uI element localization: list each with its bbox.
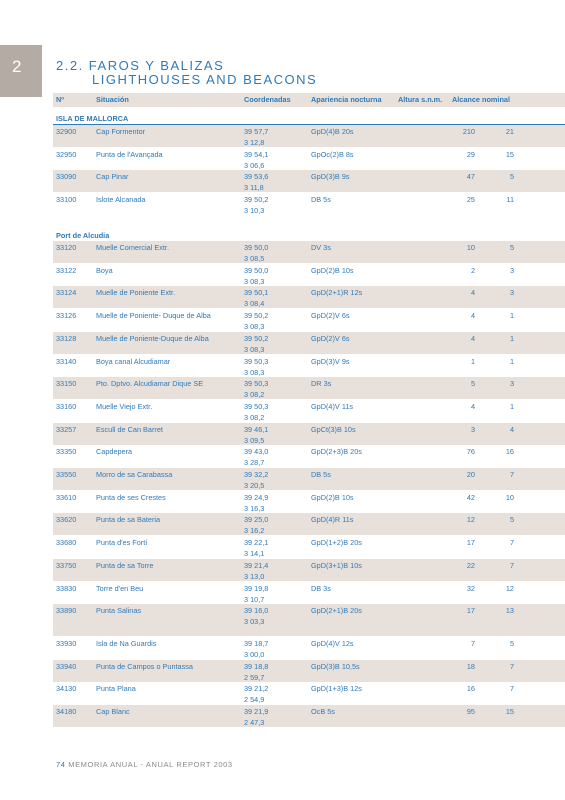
cell-no: 33122 (56, 265, 77, 275)
cell-apariencia: GpD(2)B 10s (311, 265, 354, 275)
header-coordenadas: Coordenadas (244, 95, 291, 104)
cell-lat: 39 46,1 (244, 424, 269, 434)
cell-lon: 3 08,3 (244, 344, 265, 354)
cell-lon: 3 10,7 (244, 594, 265, 604)
cell-no: 34180 (56, 707, 77, 716)
table-row (53, 582, 565, 604)
cell-altura: 29 (466, 149, 475, 159)
table-row (53, 170, 565, 192)
header-altura: Altura s.n.m. (398, 95, 443, 104)
cell-altura: 16 (466, 684, 475, 694)
cell-apariencia: GpD(2)V 6s (311, 311, 350, 321)
cell-altura: 1 (470, 356, 475, 366)
cell-situacion: Muelle de Poniente-Duque de Alba (96, 333, 209, 343)
cell-lat: 39 21,2 (244, 684, 269, 694)
table-row (53, 660, 565, 682)
cell-no: 33124 (56, 288, 77, 298)
cell-lon: 3 09,5 (244, 435, 265, 445)
cell-altura: 42 (466, 492, 475, 502)
cell-no: 33126 (56, 311, 77, 321)
cell-alcance: 1 (509, 333, 514, 343)
table-row (53, 193, 565, 215)
cell-situacion: Muelle de Poniente- Duque de Alba (96, 311, 211, 321)
cell-lat: 39 25,0 (244, 515, 269, 525)
cell-apariencia: GpD(3)B 9s (311, 172, 350, 182)
cell-lon: 3 20,5 (244, 481, 265, 490)
cell-lon: 3 08,2 (244, 390, 265, 400)
cell-altura: 4 (470, 333, 475, 343)
cell-apariencia: GpD(2)B 10s (311, 492, 354, 502)
cell-alcance: 15 (505, 149, 514, 159)
page-subtitle: LIGHTHOUSES AND BEACONS (92, 72, 318, 87)
cell-alcance: 3 (509, 379, 514, 389)
cell-lon: 3 11,8 (244, 183, 264, 193)
cell-apariencia: GpD(3)B 10,5s (311, 661, 360, 671)
header-alcance: Alcance nominal (452, 95, 510, 104)
cell-no: 33930 (56, 638, 77, 648)
cell-situacion: Cap Formentor (96, 127, 146, 136)
cell-lat: 39 50,2 (244, 311, 269, 321)
cell-altura: 10 (466, 243, 475, 252)
page-title: 2.2. FAROS Y BALIZAS (56, 58, 225, 73)
cell-altura: 76 (466, 447, 475, 457)
cell-altura: 20 (466, 470, 475, 479)
cell-altura: 4 (470, 401, 475, 411)
cell-apariencia: GpD(2+1)B 20s (311, 606, 362, 616)
cell-lat: 39 57,7 (244, 127, 269, 136)
cell-apariencia: GpD(1+3)B 12s (311, 684, 362, 694)
cell-situacion: Punta Salinas (96, 606, 142, 616)
section-title: ISLA DE MALLORCA (56, 114, 129, 123)
cell-alcance: 12 (505, 583, 514, 593)
cell-lat: 39 18,8 (244, 661, 269, 671)
cell-lon: 2 59,7 (244, 672, 265, 682)
cell-no: 33100 (56, 195, 77, 205)
cell-no: 33120 (56, 243, 77, 252)
cell-lon: 3 08,3 (244, 322, 265, 332)
cell-apariencia: GpD(2+3)B 20s (311, 447, 362, 457)
cell-apariencia: DB 5s (311, 470, 331, 479)
cell-lat: 39 18,7 (244, 638, 269, 648)
cell-alcance: 5 (509, 172, 514, 182)
cell-lat: 39 21,9 (244, 707, 269, 716)
header-situacion: Situación (96, 95, 129, 104)
cell-alcance: 7 (509, 661, 514, 671)
cell-lon: 3 08,3 (244, 276, 265, 286)
cell-no: 33610 (56, 492, 77, 502)
header-no: Nº (56, 95, 64, 104)
table-row (53, 513, 565, 535)
cell-apariencia: GpD(2+1)R 12s (311, 288, 363, 298)
cell-situacion: Punta de l'Avançada (96, 149, 163, 159)
cell-alcance: 21 (505, 127, 514, 136)
cell-apariencia: DV 3s (311, 243, 331, 252)
cell-apariencia: GpD(1+2)B 20s (311, 538, 362, 548)
cell-altura: 5 (470, 379, 475, 389)
cell-lon: 3 08,5 (244, 254, 265, 263)
table-row (53, 637, 565, 659)
table-row (53, 604, 565, 636)
cell-alcance: 7 (509, 684, 514, 694)
cell-lon: 3 10,3 (244, 206, 265, 216)
cell-altura: 12 (466, 515, 475, 525)
cell-no: 33350 (56, 447, 77, 457)
cell-lon: 3 06,6 (244, 160, 265, 170)
cell-apariencia: GpD(4)V 11s (311, 401, 354, 411)
cell-lon: 3 12,8 (244, 138, 265, 147)
page-footer (56, 760, 233, 769)
table-row (53, 491, 565, 513)
cell-situacion: Punta de sa Torre (96, 560, 154, 570)
cell-alcance: 16 (505, 447, 514, 457)
table-row (53, 536, 565, 558)
table-row (53, 148, 565, 170)
cell-apariencia: GpCt(3)B 10s (311, 424, 356, 434)
table-row (53, 332, 565, 354)
cell-alcance: 7 (509, 538, 514, 548)
cell-altura: 95 (466, 707, 475, 716)
cell-no: 33150 (56, 379, 77, 389)
cell-situacion: Punta de Campos o Puntassa (96, 661, 193, 671)
cell-no: 33940 (56, 661, 77, 671)
table-row (53, 559, 565, 581)
cell-lat: 39 16,0 (244, 606, 269, 616)
table-row (53, 125, 565, 147)
table-row (53, 286, 565, 308)
report-label: MEMORIA ANUAL - ANUAL REPORT 2003 (68, 760, 233, 769)
cell-altura: 210 (462, 127, 475, 136)
table-row (53, 355, 565, 377)
table-row (53, 705, 565, 727)
cell-apariencia: GpOc(2)B 8s (311, 149, 354, 159)
cell-situacion: Cap Blanc (96, 707, 130, 716)
cell-no: 33257 (56, 424, 77, 434)
cell-altura: 17 (466, 538, 475, 548)
cell-altura: 4 (470, 311, 475, 321)
cell-apariencia: DB 3s (311, 583, 331, 593)
cell-alcance: 13 (505, 606, 514, 616)
cell-lon: 3 00,0 (244, 649, 265, 659)
cell-alcance: 1 (509, 401, 514, 411)
table-row (53, 377, 565, 399)
table-row (53, 309, 565, 331)
cell-alcance: 11 (506, 195, 514, 205)
cell-alcance: 7 (509, 560, 514, 570)
cell-no: 33750 (56, 560, 77, 570)
page-number: 74 (56, 760, 66, 769)
cell-alcance: 5 (509, 638, 514, 648)
cell-altura: 32 (466, 583, 475, 593)
cell-situacion: Muelle de Poniente Extr. (96, 288, 176, 298)
cell-no: 33620 (56, 515, 77, 525)
table-header (53, 93, 565, 107)
cell-no: 33680 (56, 538, 77, 548)
cell-no: 32900 (56, 127, 77, 136)
cell-situacion: Boya canal Alcudiamar (96, 356, 171, 366)
cell-alcance: 5 (509, 515, 514, 525)
cell-alcance: 3 (509, 288, 514, 298)
cell-lat: 39 24,9 (244, 492, 269, 502)
table-row (53, 423, 565, 445)
cell-apariencia: DB 5s (311, 195, 331, 205)
cell-alcance: 15 (505, 707, 514, 716)
cell-alcance: 3 (509, 265, 514, 275)
table-row (53, 445, 565, 467)
cell-lon: 3 16,3 (244, 503, 265, 513)
cell-alcance: 1 (509, 311, 514, 321)
cell-situacion: Capdepera (96, 447, 133, 457)
cell-altura: 47 (466, 172, 475, 182)
cell-situacion: Punta de sa Bateria (96, 515, 161, 525)
cell-lat: 39 50,3 (244, 379, 269, 389)
cell-lat: 39 43,0 (244, 447, 269, 457)
cell-no: 33160 (56, 401, 77, 411)
cell-lon: 3 13,0 (244, 571, 265, 581)
cell-lon: 3 03,3 (244, 617, 265, 627)
cell-altura: 18 (466, 661, 475, 671)
cell-no: 32950 (56, 149, 77, 159)
cell-situacion: Punta de ses Crestes (96, 492, 166, 502)
cell-situacion: Escull de Can Barret (96, 424, 163, 434)
cell-altura: 3 (470, 424, 475, 434)
cell-lat: 39 19,8 (244, 583, 269, 593)
cell-lon: 3 28,7 (244, 458, 265, 468)
cell-altura: 17 (466, 606, 475, 616)
cell-lat: 39 54,1 (244, 149, 269, 159)
cell-apariencia: GpD(4)V 12s (311, 638, 354, 648)
cell-apariencia: GpD(4)B 20s (311, 127, 354, 136)
cell-lat: 39 50,1 (244, 288, 269, 298)
cell-alcance: 4 (509, 424, 514, 434)
cell-lat: 39 50,3 (244, 356, 269, 366)
cell-altura: 7 (470, 638, 475, 648)
section-tab (0, 45, 42, 97)
cell-situacion: Muelle Comercial Extr. (96, 243, 169, 252)
cell-lat: 39 50,2 (244, 333, 269, 343)
cell-lat: 39 32,2 (244, 470, 269, 479)
cell-lat: 39 53,6 (244, 172, 269, 182)
cell-situacion: Boya (96, 265, 113, 275)
cell-lat: 39 50,0 (244, 265, 269, 275)
cell-lat: 39 22,1 (244, 538, 269, 548)
cell-no: 33090 (56, 172, 77, 182)
cell-apariencia: GpD(3+1)B 10s (311, 560, 362, 570)
cell-lon: 3 16,2 (244, 526, 265, 536)
cell-altura: 4 (470, 288, 475, 298)
cell-no: 33890 (56, 606, 77, 616)
cell-apariencia: GpD(2)V 6s (311, 333, 350, 343)
header-apariencia: Apariencia nocturna (311, 95, 382, 104)
cell-lat: 39 21,4 (244, 560, 269, 570)
cell-alcance: 1 (509, 356, 514, 366)
cell-situacion: Islote Alcanada (96, 195, 146, 205)
cell-lon: 2 47,3 (244, 718, 265, 727)
cell-situacion: Morro de sa Carabassa (96, 470, 173, 479)
cell-lon: 3 08,3 (244, 367, 265, 377)
cell-apariencia: GpD(3)V 9s (311, 356, 350, 366)
cell-lat: 39 50,0 (244, 243, 269, 252)
cell-alcance: 7 (509, 470, 514, 479)
table-row (53, 682, 565, 704)
cell-apariencia: OcB 5s (311, 707, 335, 716)
table-row (53, 400, 565, 422)
cell-alcance: 10 (505, 492, 514, 502)
cell-no: 33830 (56, 583, 77, 593)
cell-altura: 25 (466, 195, 475, 205)
cell-no: 34130 (56, 684, 77, 694)
cell-lat: 39 50,2 (244, 195, 269, 205)
cell-situacion: Cap Pinar (96, 172, 129, 182)
cell-situacion: Torre d'en Beu (96, 583, 144, 593)
section-number: 2 (12, 57, 22, 76)
table-row (53, 264, 565, 286)
cell-situacion: Punta d'es Fortí (96, 538, 148, 548)
cell-lon: 2 54,9 (244, 695, 265, 705)
cell-no: 33550 (56, 470, 77, 479)
cell-situacion: Muelle Viejo Extr. (96, 401, 153, 411)
cell-lon: 3 08,4 (244, 299, 265, 309)
cell-lon: 3 08,2 (244, 412, 265, 422)
cell-no: 33128 (56, 333, 77, 343)
cell-alcance: 5 (509, 243, 514, 252)
section-title: Port de Alcudia (56, 231, 110, 240)
cell-situacion: Pto. Dptvo. Alcudiamar Dique SE (96, 379, 204, 389)
cell-apariencia: GpD(4)R 11s (311, 515, 354, 525)
cell-altura: 2 (470, 265, 475, 275)
cell-no: 33140 (56, 356, 77, 366)
table-row (53, 468, 565, 490)
cell-altura: 22 (466, 560, 475, 570)
cell-apariencia: DR 3s (311, 379, 332, 389)
cell-situacion: Isla de Na Guardis (96, 638, 157, 648)
table-row (53, 241, 565, 263)
cell-lat: 39 50,3 (244, 401, 269, 411)
cell-lon: 3 14,1 (244, 549, 265, 559)
cell-situacion: Punta Plana (96, 684, 136, 694)
